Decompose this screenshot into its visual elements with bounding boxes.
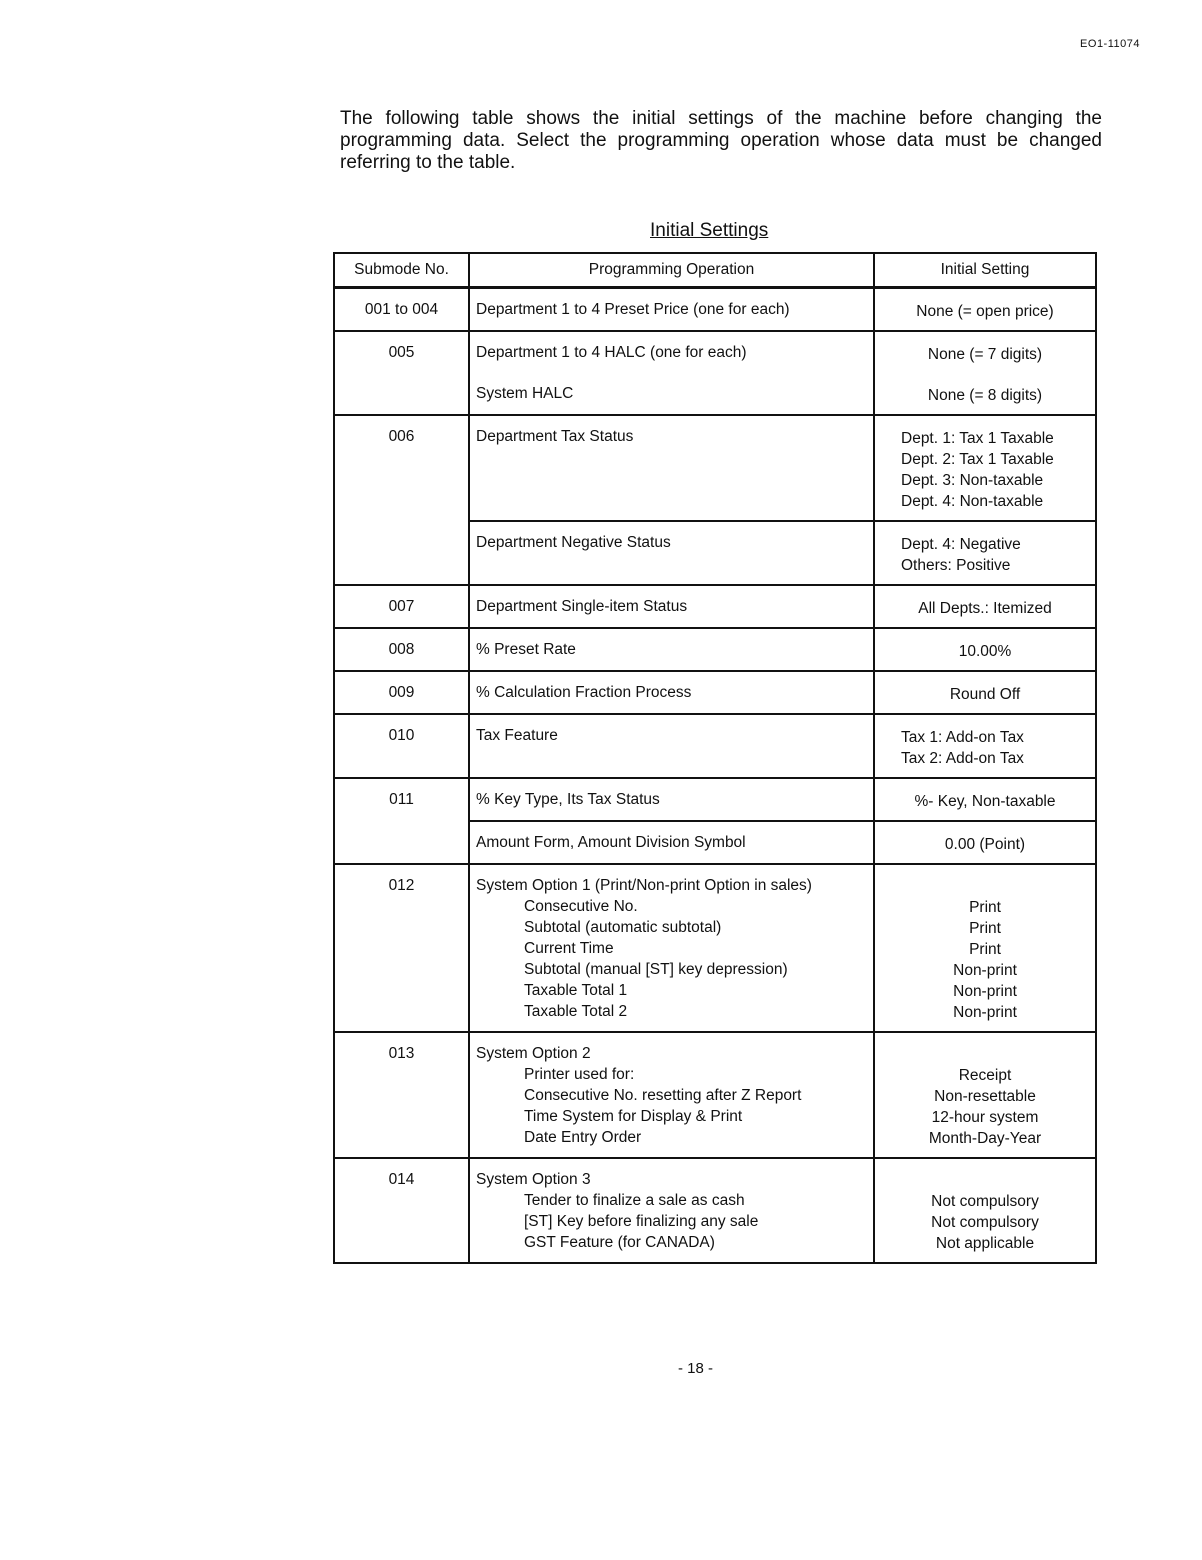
operation-cell <box>470 779 875 820</box>
setting-line: All Depts.: Itemized <box>918 600 1052 617</box>
setting-cell <box>875 586 1095 627</box>
submode-cell: 005 <box>335 332 470 414</box>
intro-paragraph: The following table shows the initial settings of the machine before changing the programming data. Select the programming operation whose data must be changed referring to the table. <box>340 108 1102 173</box>
operation-line: Amount Form, Amount Division Symbol <box>476 834 746 851</box>
setting-line: Dept. 1: Tax 1 Taxable <box>901 430 1054 447</box>
row-items <box>470 332 1095 414</box>
setting-line <box>883 1171 1087 1191</box>
operation-line: [ST] Key before finalizing any sale <box>524 1213 759 1230</box>
operation-line: Department 1 to 4 Preset Price (one for each) <box>476 301 790 318</box>
operation-cell <box>470 1159 875 1262</box>
operation-line: Time System for Display & Print <box>524 1108 743 1125</box>
setting-line: Month-Day-Year <box>928 1130 1042 1147</box>
operation-line: Tender to finalize a sale as cash <box>524 1192 745 1209</box>
item-row <box>470 1033 1095 1157</box>
operation-line: Taxable Total 2 <box>524 1003 628 1020</box>
operation-cell <box>470 416 875 520</box>
operation-cell <box>470 332 875 414</box>
header-submode: Submode No. <box>335 254 470 286</box>
submode-cell: 014 <box>335 1159 470 1262</box>
submode-cell: 007 <box>335 586 470 627</box>
operation-line: Department Tax Status <box>476 428 634 445</box>
operation-line: Date Entry Order <box>524 1129 642 1146</box>
row-items <box>470 715 1095 777</box>
table-row <box>335 1033 1095 1159</box>
document-id: EO1-11074 <box>1080 38 1140 50</box>
operation-line: Current Time <box>524 940 614 957</box>
setting-line <box>883 365 1087 385</box>
setting-cell <box>875 1033 1095 1157</box>
row-items <box>470 1033 1095 1157</box>
table-row <box>335 672 1095 715</box>
operation-line: Consecutive No. <box>524 898 638 915</box>
operation-line: Consecutive No. resetting after Z Report <box>524 1087 802 1104</box>
item-row <box>470 629 1095 670</box>
setting-line: None (= 8 digits) <box>927 387 1043 404</box>
setting-line: %- Key, Non-taxable <box>914 793 1056 810</box>
operation-line: Department Negative Status <box>476 534 671 551</box>
item-row <box>470 332 1095 414</box>
table-row <box>335 629 1095 672</box>
setting-line: None (= 7 digits) <box>927 346 1043 363</box>
operation-cell <box>470 629 875 670</box>
setting-line: Print <box>969 941 1001 958</box>
item-row <box>470 522 1095 584</box>
initial-settings-table <box>333 252 1097 1264</box>
item-row <box>470 822 1095 863</box>
header-setting: Initial Setting <box>940 261 1030 278</box>
operation-line: % Key Type, Its Tax Status <box>476 791 660 808</box>
header-operation: Programming Operation <box>470 254 875 286</box>
operation-line: System Option 3 <box>476 1171 591 1188</box>
setting-line: 0.00 (Point) <box>944 836 1026 853</box>
setting-cell <box>875 522 1095 584</box>
page-number: - 18 - <box>678 1360 714 1377</box>
table-row <box>335 779 1095 865</box>
table-row <box>335 289 1095 332</box>
setting-line: Not compulsory <box>931 1193 1039 1210</box>
setting-line: Tax 2: Add-on Tax <box>901 750 1024 767</box>
table-row <box>335 1159 1095 1262</box>
setting-line <box>883 1045 1087 1065</box>
setting-line <box>883 877 1087 897</box>
operation-line: System Option 2 <box>476 1045 591 1062</box>
setting-cell <box>875 629 1095 670</box>
submode-cell: 010 <box>335 715 470 777</box>
setting-line: Dept. 4: Negative <box>901 536 1021 553</box>
row-items <box>470 672 1095 713</box>
item-row <box>470 416 1095 522</box>
item-row <box>470 586 1095 627</box>
item-row <box>470 715 1095 777</box>
operation-cell <box>470 822 875 863</box>
setting-line: 10.00% <box>958 643 1012 660</box>
operation-line: Subtotal (manual [ST] key depression) <box>524 961 788 978</box>
setting-line: Non-print <box>953 1004 1017 1021</box>
setting-cell <box>875 332 1095 414</box>
item-row <box>470 865 1095 1031</box>
operation-cell <box>470 715 875 777</box>
setting-cell <box>875 416 1095 520</box>
setting-cell <box>875 865 1095 1031</box>
operation-cell <box>470 586 875 627</box>
operation-line: Printer used for: <box>524 1066 635 1083</box>
setting-cell <box>875 822 1095 863</box>
row-items <box>470 289 1095 330</box>
row-items <box>470 1159 1095 1262</box>
operation-line: GST Feature (for CANADA) <box>524 1234 715 1251</box>
operation-line: % Calculation Fraction Process <box>476 684 692 701</box>
setting-cell <box>875 779 1095 820</box>
setting-line: Tax 1: Add-on Tax <box>901 729 1024 746</box>
setting-line: 12-hour system <box>931 1109 1039 1126</box>
operation-line: Tax Feature <box>476 727 558 744</box>
setting-line: Print <box>969 920 1001 937</box>
operation-cell <box>470 865 875 1031</box>
item-row <box>470 779 1095 822</box>
row-items <box>470 416 1095 584</box>
operation-cell <box>470 1033 875 1157</box>
item-row <box>470 1159 1095 1262</box>
setting-line: None (= open price) <box>916 303 1054 320</box>
operation-line: Taxable Total 1 <box>524 982 628 999</box>
submode-cell: 012 <box>335 865 470 1031</box>
operation-line: System HALC <box>476 385 574 402</box>
table-row <box>335 332 1095 416</box>
row-items <box>470 779 1095 863</box>
setting-line: Non-print <box>953 983 1017 1000</box>
setting-line: Round Off <box>949 686 1021 703</box>
setting-cell <box>875 672 1095 713</box>
setting-line: Dept. 4: Non-taxable <box>901 493 1044 510</box>
table-row <box>335 586 1095 629</box>
table-body <box>335 289 1095 1262</box>
submode-cell: 008 <box>335 629 470 670</box>
operation-line: System Option 1 (Print/Non-print Option in sales) <box>476 877 812 894</box>
setting-line: Others: Positive <box>901 557 1011 574</box>
setting-line: Non-print <box>953 962 1017 979</box>
setting-line: Non-resettable <box>934 1088 1036 1105</box>
table-title: Initial Settings <box>650 220 769 241</box>
setting-cell <box>875 715 1095 777</box>
item-row <box>470 289 1095 330</box>
submode-cell: 011 <box>335 779 470 863</box>
operation-line: Department Single-item Status <box>476 598 688 615</box>
table-header <box>335 254 1095 289</box>
setting-cell <box>875 289 1095 330</box>
row-items <box>470 586 1095 627</box>
setting-line: Dept. 3: Non-taxable <box>901 472 1044 489</box>
row-items <box>470 865 1095 1031</box>
submode-cell: 006 <box>335 416 470 584</box>
setting-line: Not compulsory <box>931 1214 1039 1231</box>
table-row <box>335 715 1095 779</box>
setting-line: Print <box>969 899 1001 916</box>
setting-cell <box>875 1159 1095 1262</box>
setting-line: Not applicable <box>935 1235 1035 1252</box>
operation-line <box>476 363 867 383</box>
operation-line: Department 1 to 4 HALC (one for each) <box>476 344 747 361</box>
submode-cell: 001 to 004 <box>335 289 470 330</box>
table-row <box>335 865 1095 1033</box>
setting-line: Dept. 2: Tax 1 Taxable <box>901 451 1054 468</box>
setting-line: Receipt <box>958 1067 1012 1084</box>
operation-line: % Preset Rate <box>476 641 576 658</box>
row-items <box>470 629 1095 670</box>
operation-cell <box>470 289 875 330</box>
submode-cell: 013 <box>335 1033 470 1157</box>
table-row <box>335 416 1095 586</box>
operation-cell <box>470 672 875 713</box>
submode-cell: 009 <box>335 672 470 713</box>
operation-line: Subtotal (automatic subtotal) <box>524 919 722 936</box>
operation-cell <box>470 522 875 584</box>
item-row <box>470 672 1095 713</box>
